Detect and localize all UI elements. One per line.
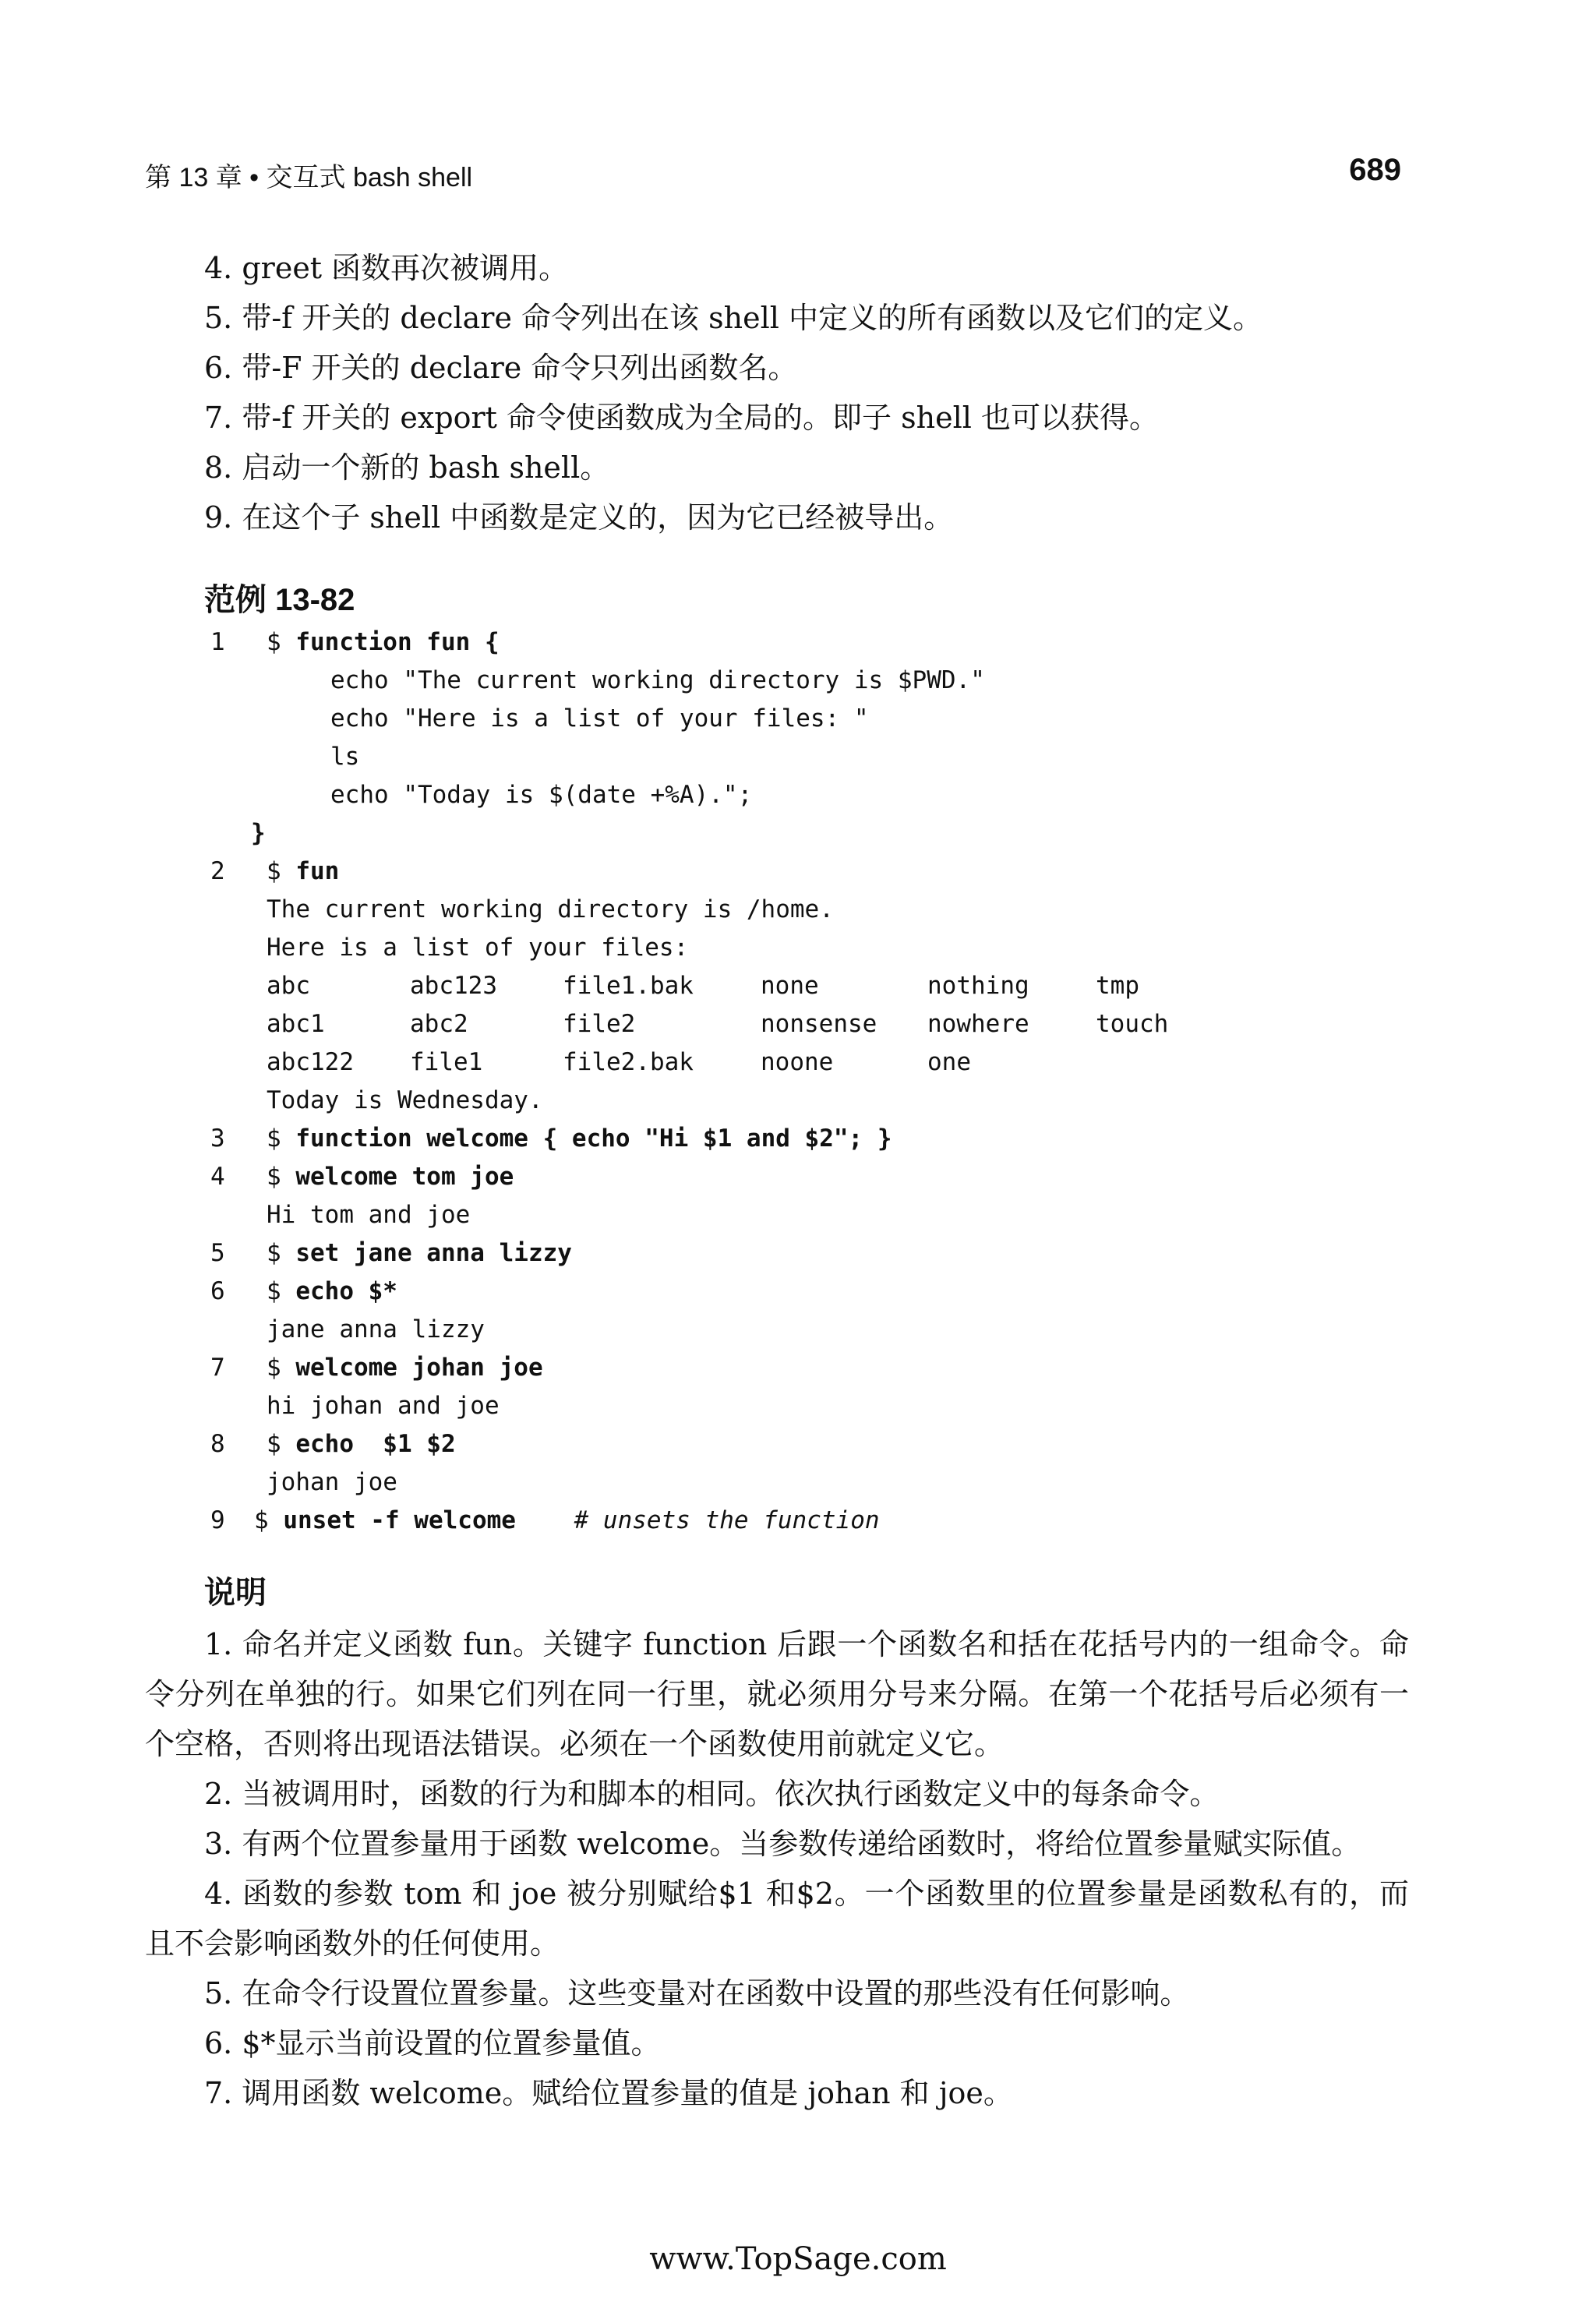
code-line <box>210 814 298 853</box>
code-line <box>210 1502 880 1540</box>
file-name: nonsense <box>761 1010 877 1038</box>
code-line <box>210 1234 572 1273</box>
code-line <box>210 1196 471 1234</box>
file-name: abc122 <box>267 1048 354 1076</box>
file-name: file1.bak <box>563 972 694 1000</box>
prompt: $ <box>267 1277 296 1305</box>
code-line <box>210 967 1139 1005</box>
file-name: abc2 <box>410 1010 468 1038</box>
list-item: 8. 启动一个新的 bash shell。 <box>204 450 610 485</box>
code-line <box>210 662 985 700</box>
note-paragraph: 7. 调用函数 welcome。赋给位置参量的值是 johan 和 joe。 <box>204 2076 1013 2110</box>
line-number: 4 <box>210 1163 225 1191</box>
file-name: noone <box>761 1048 834 1076</box>
file-name: file1 <box>410 1048 483 1076</box>
line-number: 9 <box>210 1506 225 1534</box>
file-name: nowhere <box>927 1010 1029 1038</box>
command: echo $1 $2 <box>295 1430 456 1458</box>
output-line: Hi tom and joe <box>267 1201 471 1229</box>
output-line: hi johan and joe <box>267 1392 500 1420</box>
code-line <box>210 1311 485 1349</box>
code-comment: # unsets the function <box>515 1506 880 1534</box>
command: echo $* <box>295 1277 397 1305</box>
output-line: Here is a list of your files: <box>267 934 689 962</box>
line-number: 1 <box>210 628 225 656</box>
command: function fun { <box>295 628 500 656</box>
prompt: $ <box>267 1354 296 1382</box>
command: welcome johan joe <box>295 1354 543 1382</box>
note-paragraph: 6. $*显示当前设置的位置参量值。 <box>204 2026 661 2060</box>
note-paragraph: 4. 函数的参数 tom 和 joe 被分别赋给$1 和$2。一个函数里的位置参量是函数私有的，而且不会影响函数外的任何使用。 <box>145 1876 1409 1961</box>
file-name: file2 <box>563 1010 636 1038</box>
code-line <box>210 1273 397 1311</box>
code-line <box>210 1005 1169 1043</box>
list-item: 7. 带-f 开关的 export 命令使函数成为全局的。即子 shell 也可以获得。 <box>204 401 1159 435</box>
command: fun <box>295 857 340 885</box>
code-line <box>210 1082 543 1120</box>
output-line: Today is Wednesday. <box>267 1086 543 1114</box>
list-item: 6. 带-F 开关的 declare 命令只列出函数名。 <box>204 351 798 385</box>
code-line <box>210 1120 892 1158</box>
file-listing-row <box>267 1005 1189 1043</box>
code-line <box>210 1387 500 1425</box>
notes-heading: 说明 <box>204 1576 267 1610</box>
code-line <box>210 1158 514 1196</box>
file-name: none <box>761 972 819 1000</box>
list-item: 5. 带-f 开关的 declare 命令列出在该 shell 中定义的所有函数以及它们的定义。 <box>204 301 1262 335</box>
file-name: abc123 <box>410 972 497 1000</box>
footer-watermark-url: www.TopSage.com <box>649 2241 947 2277</box>
prompt: $ <box>254 1506 284 1534</box>
line-number: 2 <box>210 857 225 885</box>
command: unset -f welcome <box>283 1506 516 1534</box>
note-paragraph: 1. 命名并定义函数 fun。关键字 function 后跟一个函数名和括在花括号内的一组命令。命令分列在单独的行。如果它们列在同一行里，就必须用分号来分隔。在第一个花括号后必须有一个空格，否则将出现语法错误。必须在一个函数使用前就定义它。 <box>145 1627 1409 1761</box>
prompt: $ <box>267 1430 296 1458</box>
intro-step-list <box>204 243 1262 542</box>
note-paragraph: 5. 在命令行设置位置参量。这些变量对在函数中设置的那些没有任何影响。 <box>204 1976 1190 2011</box>
code-line <box>210 929 689 967</box>
page-number: 689 <box>1349 153 1401 187</box>
code-line <box>210 891 834 929</box>
note-paragraph: 3. 有两个位置参量用于函数 welcome。当参数传递给函数时，将给位置参量赋实际值。 <box>204 1827 1361 1861</box>
function-body-line: echo "Here is a list of your files: " <box>330 704 869 733</box>
running-header <box>145 153 1401 196</box>
file-name: abc1 <box>267 1010 325 1038</box>
line-number: 6 <box>210 1277 225 1305</box>
list-item: 9. 在这个子 shell 中函数是定义的，因为它已经被导出。 <box>204 500 954 535</box>
notes-section <box>145 1619 1409 2118</box>
file-listing-row <box>267 1043 1096 1082</box>
line-number: 3 <box>210 1124 225 1153</box>
function-body-line: ls <box>330 743 360 771</box>
output-line: johan joe <box>267 1468 397 1496</box>
code-line <box>210 738 360 776</box>
prompt: $ <box>267 628 296 656</box>
code-line <box>210 700 869 738</box>
file-name: file2.bak <box>563 1048 694 1076</box>
line-number: 8 <box>210 1430 225 1458</box>
example-title: 范例 13-82 <box>204 583 355 617</box>
prompt: $ <box>267 1163 296 1191</box>
line-number: 5 <box>210 1239 225 1267</box>
file-name: touch <box>1096 1010 1169 1038</box>
function-body-line: echo "Today is $(date +%A)."; <box>330 781 753 809</box>
file-name: abc <box>267 972 310 1000</box>
code-line <box>210 853 340 891</box>
command: set jane anna lizzy <box>295 1239 572 1267</box>
chapter-title: 第 13 章 • 交互式 bash shell <box>145 163 473 192</box>
command: function welcome { echo "Hi $1 and $2"; } <box>295 1124 892 1153</box>
code-line <box>210 623 500 662</box>
code-line <box>210 776 753 814</box>
code-line <box>210 1043 971 1082</box>
code-line <box>210 1425 456 1463</box>
file-name: tmp <box>1096 972 1139 1000</box>
line-number: 7 <box>210 1354 225 1382</box>
prompt: $ <box>267 1239 296 1267</box>
prompt: $ <box>267 857 296 885</box>
prompt: $ <box>267 1124 296 1153</box>
code-listing <box>210 623 1169 1540</box>
file-name: nothing <box>927 972 1029 1000</box>
code-line <box>210 1463 397 1502</box>
closing-brace: } <box>251 819 266 847</box>
command: welcome tom joe <box>295 1163 514 1191</box>
output-line: jane anna lizzy <box>267 1315 485 1343</box>
file-listing-row <box>267 967 1189 1005</box>
code-line <box>210 1349 543 1387</box>
list-item: 4. greet 函数再次被调用。 <box>204 251 569 285</box>
file-name: one <box>927 1048 971 1076</box>
output-line: The current working directory is /home. <box>267 895 834 923</box>
function-body-line: echo "The current working directory is $PWD." <box>330 666 985 694</box>
note-paragraph: 2. 当被调用时，函数的行为和脚本的相同。依次执行函数定义中的每条命令。 <box>204 1777 1220 1811</box>
